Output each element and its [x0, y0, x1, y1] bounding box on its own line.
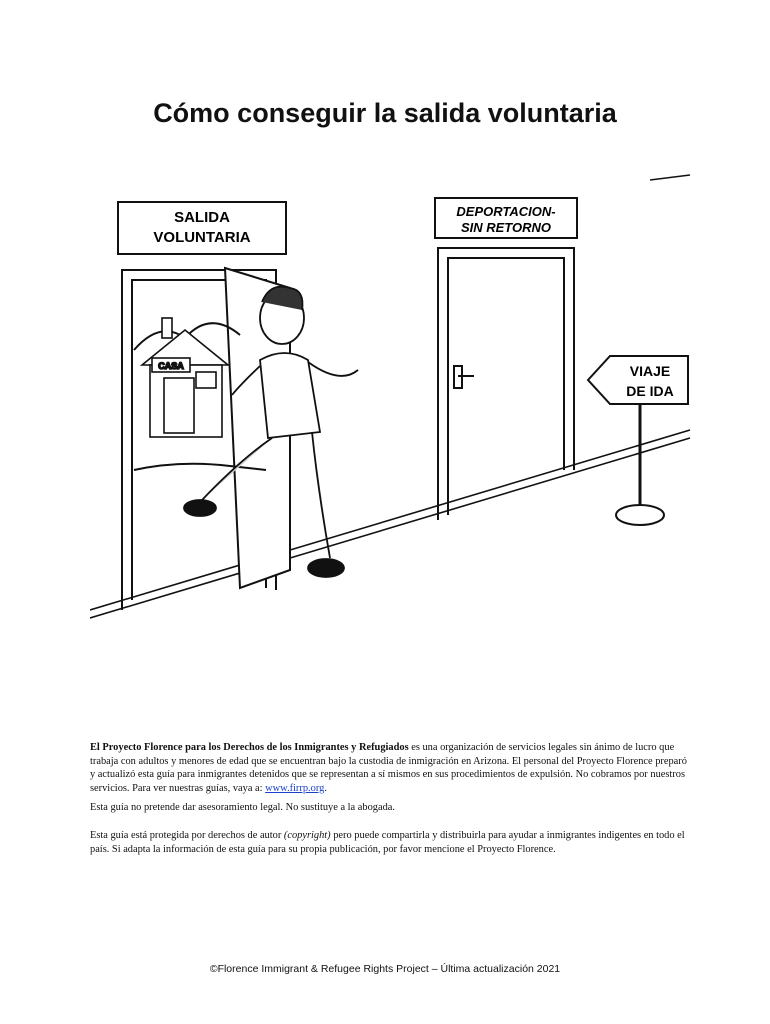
page-footer: ©Florence Immigrant & Refugee Rights Project – Última actualización 2021: [209, 963, 561, 975]
arrow-sign-viaje-de-ida: [588, 356, 688, 525]
disclaimer-paragraph: Esta guía no pretende dar asesoramiento legal. No sustituye a la abogada.: [90, 802, 395, 813]
org-name: El Proyecto Florence para los Derechos de los Inmigrantes y Refugiados: [90, 742, 409, 753]
svg-text:SIN RETORNO: SIN RETORNO: [460, 220, 552, 235]
sign-deportacion: [435, 198, 577, 238]
intro-paragraph: El Proyecto Florence para los Derechos de los Inmigrantes y Refugiados es una organización de servicios legales sin ánimo de lucro que trabaja con adultos y menores de edad que se encuentran bajo la custodia de inmigración en Arizona. El personal del Proyecto Florence preparó y actualizó esta guía para inmigrantes detenidos que se representan a sí mismos en sus procedimientos de expulsión. No cobramos por nuestros servicios. Para ver nuestras guías, vaya a: www.firrp.org.: [90, 742, 687, 794]
copyright-term: (copyright): [283, 830, 331, 841]
sign-salida-voluntaria: [118, 202, 286, 254]
svg-text:DE IDA: DE IDA: [626, 383, 674, 399]
page-title: Cómo conseguir la salida voluntaria: [153, 98, 617, 128]
svg-text:VIAJE: VIAJE: [629, 363, 671, 379]
svg-text:DEPORTACION-: DEPORTACION-: [456, 204, 556, 219]
intro-text: es una organización de servicios legales sin ánimo de lucro que trabaja con adultos y menores de edad que se encuentran bajo la custodia de inmigración en Arizona. El personal del Proyecto Florence preparó y actualizó esta guía para inmigrantes detenidos que se representan a sí mismos en sus procedimientos de expulsión. No cobramos por nuestros servicios. Para ver nuestras guías, vaya a:: [90, 742, 687, 794]
svg-text:SALIDA: SALIDA: [174, 209, 230, 226]
copyright-paragraph: Esta guía está protegida por derechos de autor (copyright) pero puede compartirla y distribuirla para ayudar a inmigrantes indigentes en todo el país. Si adapta la información de esta guía para su propia publicación, por favor mencione el Proyecto Florence.: [90, 830, 685, 855]
house-drawing: [142, 318, 228, 437]
svg-text:VOLUNTARIA: VOLUNTARIA: [153, 229, 251, 246]
website-link[interactable]: www.firrp.org: [265, 782, 325, 794]
svg-text:CASA: CASA: [158, 361, 184, 371]
cartoon-illustration: [90, 170, 700, 630]
